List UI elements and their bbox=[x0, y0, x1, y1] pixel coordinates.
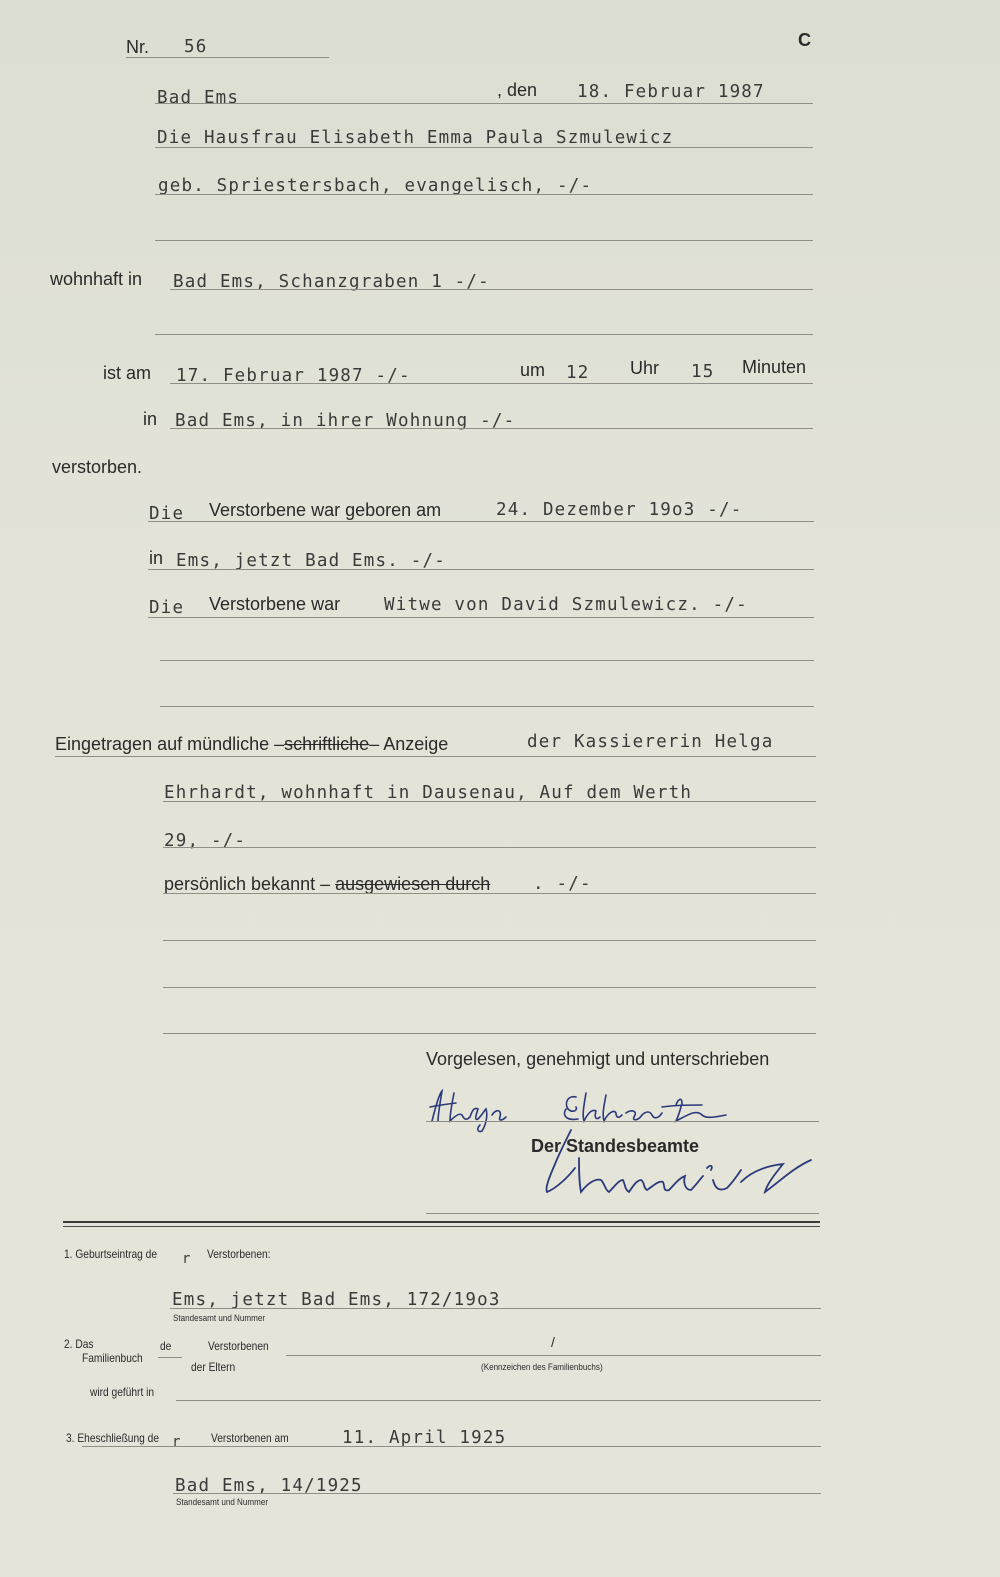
um-label: um bbox=[520, 360, 546, 380]
status-die: Die bbox=[149, 598, 185, 618]
ist-am-label: ist am bbox=[103, 363, 152, 383]
residence-value: Bad Ems, Schanzgraben 1 -/- bbox=[173, 272, 490, 292]
item1-r: r bbox=[182, 1251, 192, 1267]
death-hour: 12 bbox=[566, 363, 590, 383]
corner-letter: C bbox=[798, 30, 811, 50]
den-label: , den bbox=[497, 80, 538, 100]
item2-verstorbenen: Verstorbenen bbox=[208, 1339, 269, 1353]
nr-label: Nr. bbox=[126, 37, 150, 57]
item1-label: 1. Geburtseintrag de bbox=[64, 1247, 157, 1261]
uhr-label: Uhr bbox=[630, 358, 660, 378]
status-value: Witwe von David Szmulewicz. -/- bbox=[384, 595, 748, 615]
item1-standesamt: Standesamt und Nummer bbox=[173, 1313, 266, 1324]
item2-num: 2. Das bbox=[64, 1337, 94, 1351]
record-date: 18. Februar 1987 bbox=[577, 82, 765, 102]
birth-date: 24. Dezember 19o3 -/- bbox=[496, 500, 743, 520]
birth-in-label: in bbox=[149, 548, 164, 568]
item3-label2: Verstorbenen am bbox=[211, 1431, 289, 1445]
entry-value-3: 29, -/- bbox=[164, 831, 247, 851]
item2-eltern: der Eltern bbox=[191, 1360, 236, 1374]
verstorben-label: verstorben. bbox=[52, 457, 143, 477]
place-value: Bad Ems bbox=[157, 88, 240, 108]
known-label: persönlich bekannt – ausgewiesen durch bbox=[164, 874, 491, 894]
item1-value: Ems, jetzt Bad Ems, 172/19o3 bbox=[172, 1290, 501, 1310]
item2-kennzeichen: (Kennzeichen des Familienbuchs) bbox=[481, 1362, 603, 1373]
death-place: Bad Ems, in ihrer Wohnung -/- bbox=[175, 411, 516, 431]
item2-wird: wird geführt in bbox=[90, 1385, 155, 1399]
minuten-label: Minuten bbox=[742, 357, 807, 377]
marriage-date: 11. April 1925 bbox=[342, 1428, 507, 1448]
item2-slash: / bbox=[551, 1334, 555, 1350]
person-line-1: Die Hausfrau Elisabeth Emma Paula Szmulewicz bbox=[157, 128, 674, 148]
item3-label: 3. Eheschließung de bbox=[66, 1431, 159, 1445]
residence-label: wohnhaft in bbox=[50, 269, 143, 289]
entry-label: Eingetragen auf mündliche –schriftliche– Anzeige bbox=[55, 734, 449, 754]
birth-place: Ems, jetzt Bad Ems. -/- bbox=[176, 551, 446, 571]
birth-die: Die bbox=[149, 504, 185, 524]
entry-strike: schriftliche bbox=[284, 734, 370, 754]
registrar-signature bbox=[535, 1122, 825, 1212]
item2-familienbuch: Familienbuch bbox=[82, 1351, 143, 1365]
entry-value-2: Ehrhardt, wohnhaft in Dausenau, Auf dem Werth bbox=[164, 783, 693, 803]
known-tail: . -/- bbox=[533, 874, 592, 894]
marriage-place: Bad Ems, 14/1925 bbox=[175, 1476, 363, 1496]
entry-value-1: der Kassiererin Helga bbox=[527, 732, 774, 752]
item3-r: r bbox=[172, 1434, 182, 1450]
read-approved-label: Vorgelesen, genehmigt und unterschrieben bbox=[426, 1049, 770, 1069]
death-date: 17. Februar 1987 -/- bbox=[176, 366, 411, 386]
registrar-label: Der Standesbeamte bbox=[531, 1136, 700, 1156]
item1-label2: Verstorbenen: bbox=[207, 1247, 271, 1261]
death-in-label: in bbox=[143, 409, 158, 429]
death-minutes: 15 bbox=[691, 362, 715, 382]
item2-de: de bbox=[160, 1339, 172, 1353]
person-line-2: geb. Spriestersbach, evangelisch, -/- bbox=[158, 176, 593, 196]
item3-standesamt: Standesamt und Nummer bbox=[176, 1497, 269, 1508]
nr-value: 56 bbox=[184, 37, 208, 57]
birth-label: Verstorbene war geboren am bbox=[209, 500, 442, 520]
status-label: Verstorbene war bbox=[209, 594, 341, 614]
